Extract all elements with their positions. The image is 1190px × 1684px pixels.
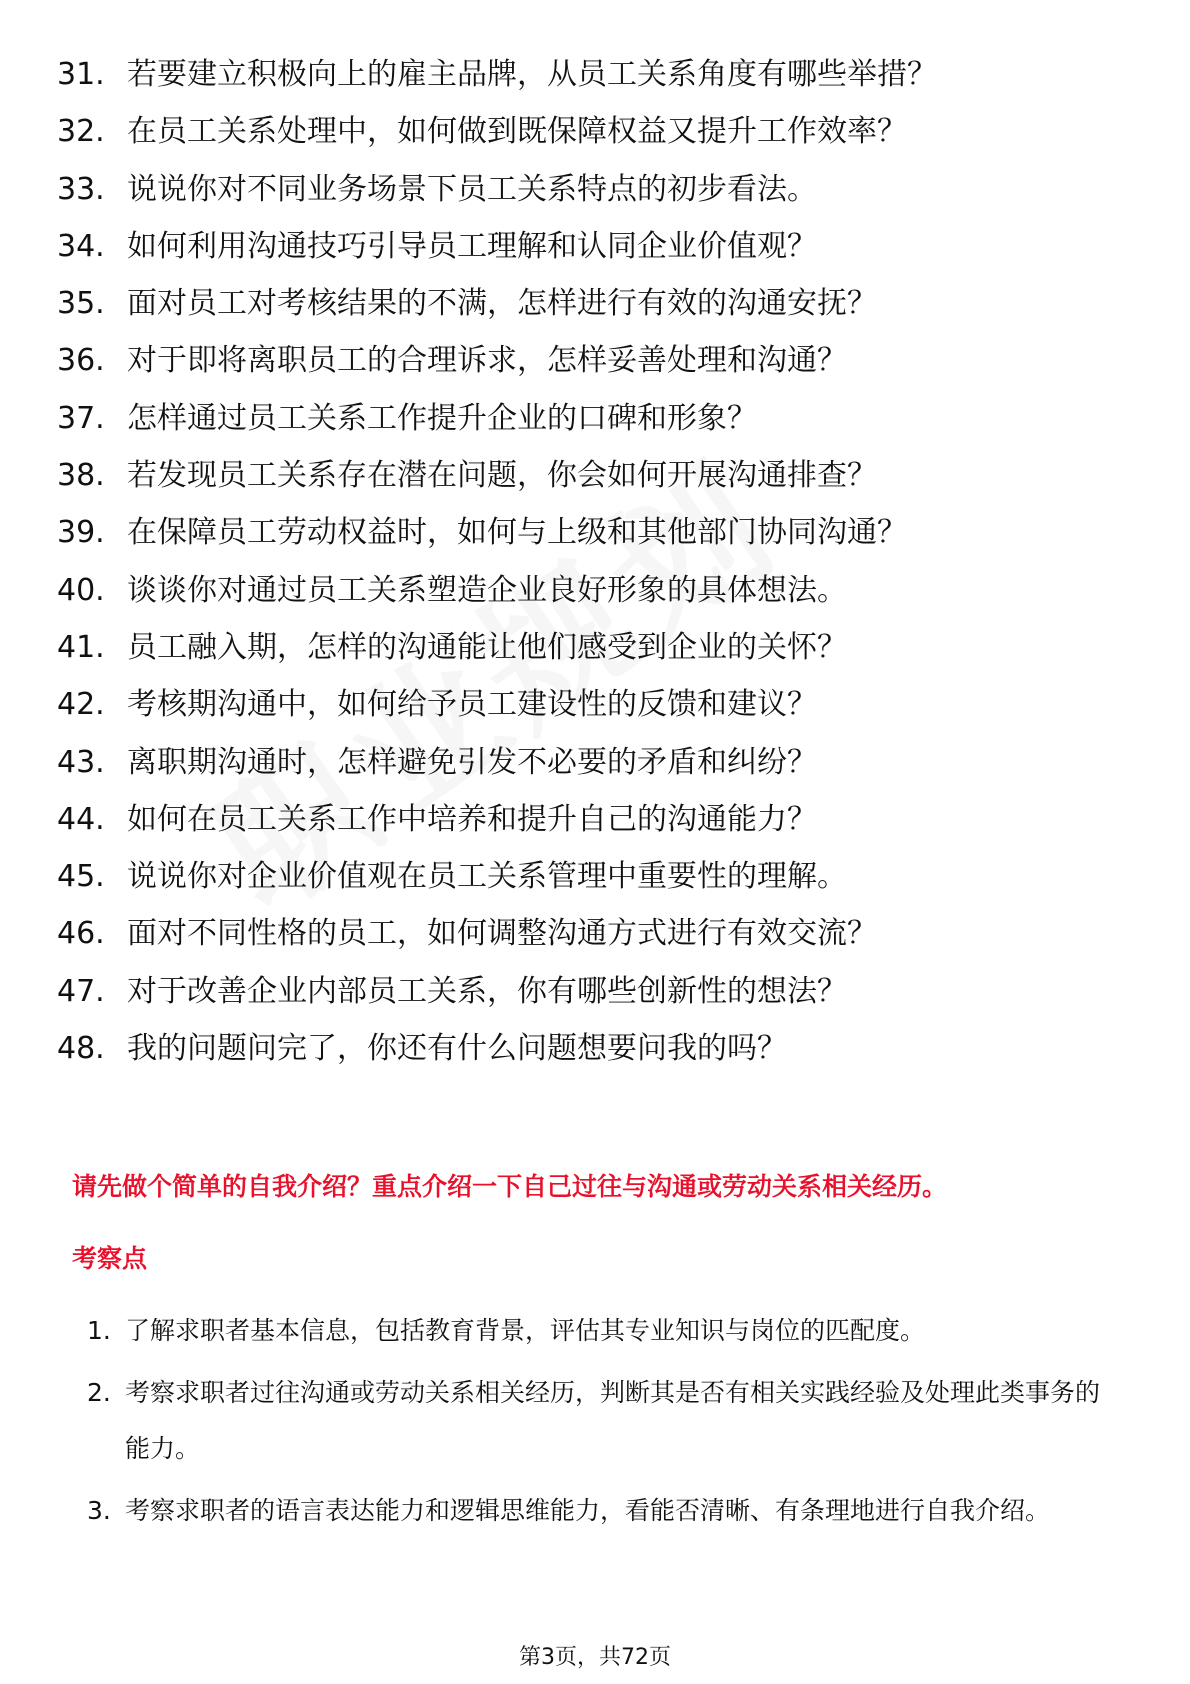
question-number: 45.: [57, 859, 105, 895]
question-item: [0, 390, 1190, 447]
question-text: 说说你对企业价值观在员工关系管理中重要性的理解。: [127, 859, 847, 895]
question-item: [0, 275, 1190, 332]
point-text: 了解求职者基本信息，包括教育背景，评估其专业知识与岗位的匹配度。: [125, 1316, 926, 1345]
question-text: 员工融入期，怎样的沟通能让他们感受到企业的关怀？: [127, 629, 847, 665]
question-item: [0, 218, 1190, 275]
question-text: 怎样通过员工关系工作提升企业的口碑和形象？: [127, 400, 757, 436]
question-item: [0, 504, 1190, 561]
question-text: 在员工关系处理中，如何做到既保障权益又提升工作效率？: [127, 114, 907, 150]
assessment-point: [0, 1483, 1190, 1539]
point-number: 3.: [87, 1496, 111, 1525]
question-text: 我的问题问完了，你还有什么问题想要问我的吗？: [127, 1031, 787, 1067]
question-item: [0, 103, 1190, 160]
question-item: [0, 46, 1190, 103]
section-title: 考察点: [72, 1244, 148, 1273]
question-item: [0, 161, 1190, 218]
question-number: 37.: [57, 400, 105, 436]
question-number: 39.: [57, 515, 105, 551]
question-text: 如何在员工关系工作中培养和提升自己的沟通能力？: [127, 801, 817, 837]
question-number: 47.: [57, 973, 105, 1009]
question-item: [0, 734, 1190, 791]
question-number: 31.: [57, 57, 105, 92]
point-text: 考察求职者的语言表达能力和逻辑思维能力，看能否清晰、有条理地进行自我介绍。: [125, 1496, 1051, 1525]
question-item: [0, 332, 1190, 389]
question-item: [0, 619, 1190, 676]
question-number: 34.: [57, 228, 105, 264]
point-number: 1.: [87, 1316, 111, 1345]
question-number: 40.: [57, 572, 105, 608]
question-number: 42.: [57, 687, 105, 723]
question-item: [0, 905, 1190, 962]
assessment-points-list: [0, 1303, 1190, 1545]
question-text: 对于改善企业内部员工关系，你有哪些创新性的想法？: [127, 973, 847, 1009]
question-item: [0, 963, 1190, 1020]
question-item: [0, 447, 1190, 504]
question-list: [0, 46, 1190, 1077]
question-text: 说说你对不同业务场景下员工关系特点的初步看法。: [127, 171, 817, 207]
question-text: 离职期沟通时，怎样避免引发不必要的矛盾和纠纷？: [127, 744, 817, 780]
question-item: [0, 848, 1190, 905]
question-number: 48.: [57, 1031, 105, 1067]
question-number: 33.: [57, 171, 105, 207]
highlight-question: 请先做个简单的自我介绍？重点介绍一下自己过往与沟通或劳动关系相关经历。: [72, 1172, 948, 1201]
question-text: 若要建立积极向上的雇主品牌，从员工关系角度有哪些举措？: [127, 57, 937, 92]
question-text: 考核期沟通中，如何给予员工建设性的反馈和建议？: [127, 687, 817, 723]
question-number: 44.: [57, 801, 105, 837]
question-number: 36.: [57, 343, 105, 379]
assessment-point: [0, 1303, 1190, 1359]
question-text: 如何利用沟通技巧引导员工理解和认同企业价值观？: [127, 228, 817, 264]
question-text: 面对员工对考核结果的不满，怎样进行有效的沟通安抚？: [127, 286, 877, 322]
question-text: 对于即将离职员工的合理诉求，怎样妥善处理和沟通？: [127, 343, 847, 379]
question-number: 32.: [57, 114, 105, 150]
question-text: 若发现员工关系存在潜在问题，你会如何开展沟通排查？: [127, 458, 877, 494]
question-item: [0, 791, 1190, 848]
point-text: 考察求职者过往沟通或劳动关系相关经历，判断其是否有相关实践经验及处理此类事务的能力。: [125, 1378, 1101, 1463]
question-number: 43.: [57, 744, 105, 780]
page-footer: 第3页，共72页: [519, 1645, 671, 1670]
point-number: 2.: [87, 1378, 111, 1407]
question-text: 面对不同性格的员工，如何调整沟通方式进行有效交流？: [127, 916, 877, 952]
question-text: 谈谈你对通过员工关系塑造企业良好形象的具体想法。: [127, 572, 847, 608]
question-text: 在保障员工劳动权益时，如何与上级和其他部门协同沟通？: [127, 515, 907, 551]
assessment-point: [0, 1365, 1190, 1477]
question-number: 35.: [57, 286, 105, 322]
question-number: 46.: [57, 916, 105, 952]
question-item: [0, 1020, 1190, 1077]
question-item: [0, 676, 1190, 733]
question-item: [0, 562, 1190, 619]
question-number: 38.: [57, 458, 105, 494]
question-number: 41.: [57, 629, 105, 665]
